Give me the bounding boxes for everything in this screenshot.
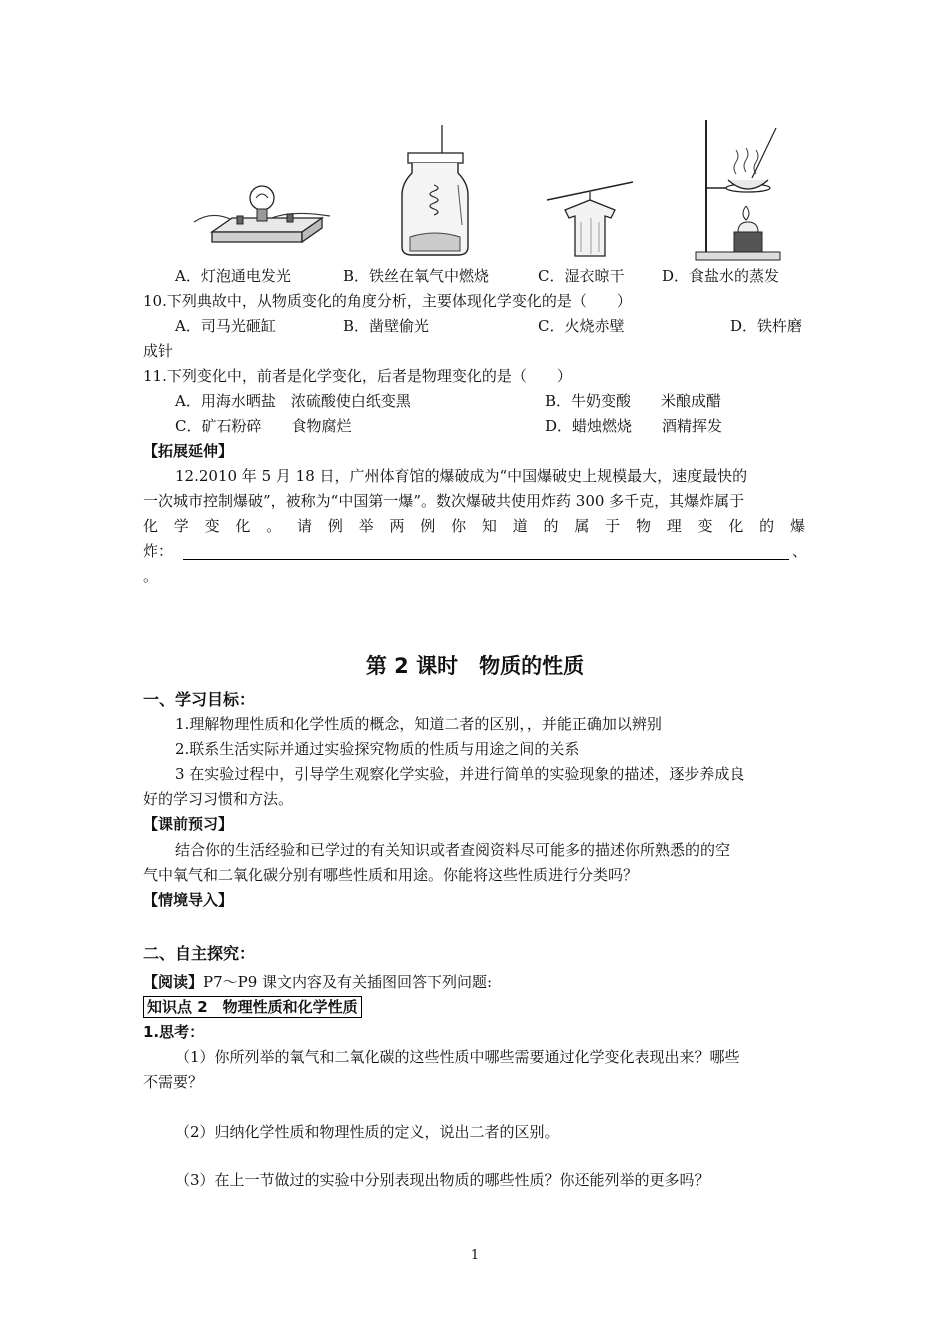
q9-option-d: D．食盐水的蒸发 (662, 267, 780, 285)
salt-water-evaporation-illustration (690, 118, 782, 263)
section-1-heading: 一、学习目标： (143, 690, 256, 709)
preview-line-1: 结合你的生活经验和已学过的有关知识或者查阅资料尽可能多的描述你所熟悉的的空 (175, 841, 731, 859)
section-2-heading: 二、自主探究： (143, 944, 256, 963)
question-3: （3）在上一节做过的实验中分别表现出物质的哪些性质？你还能列举的更多吗？ (175, 1171, 710, 1189)
q11-stem: 11.下列变化中，前者是化学变化，后者是物理变化的是（ ） (143, 367, 572, 385)
extension-line-1: 12.2010 年 5 月 18 日，广州体育馆的爆破成为“中国爆破史上规模最大，速度最快的 (175, 467, 748, 485)
question-2: （2）归纳化学性质和物理性质的定义，说出二者的区别。 (175, 1123, 560, 1141)
q10-option-a: A．司马光砸缸 (175, 317, 276, 335)
extension-heading: 【拓展延伸】 (143, 442, 234, 460)
read-label: 【阅读】 (143, 973, 204, 991)
scenario-heading: 【情境导入】 (143, 891, 234, 909)
question-1-line-2: 不需要？ (143, 1073, 204, 1091)
extension-line-4-start: 炸： (143, 542, 174, 560)
q10-option-d-continued: 成针 (143, 342, 174, 360)
q9-option-c: C．湿衣晾干 (538, 267, 625, 285)
q11-option-a: A．用海水晒盐 浓硫酸使白纸变黑 (175, 392, 411, 410)
question-1-line-1: （1）你所列举的氧气和二氧化碳的这些性质中哪些需要通过化学变化表现出来？哪些 (175, 1048, 740, 1066)
q10-stem: 10.下列典故中，从物质变化的角度分析，主要体现化学变化的是（ ） (143, 292, 632, 310)
extension-line-2: 一次城市控制爆破”，被称为“中国第一爆”。数次爆破共使用炸药 300 多千克，其爆炸属于 (143, 492, 745, 510)
q11-option-b: B．牛奶变酸 米酿成醋 (545, 392, 722, 410)
goal-2: 2.联系生活实际并通过实验探究物质的性质与用途之间的关系 (175, 740, 580, 758)
extension-line-4-end: 、 (792, 542, 808, 560)
q10-option-c: C．火烧赤壁 (538, 317, 625, 335)
preview-heading: 【课前预习】 (143, 815, 234, 833)
light-bulb-circuit-illustration (192, 180, 332, 260)
answer-blank-line[interactable] (183, 559, 789, 560)
goal-3-line-1: 3 在实验过程中，引导学生观察化学实验，并进行简单的实验现象的描述，逐步养成良 (175, 765, 745, 783)
drying-clothes-illustration (545, 178, 635, 260)
goal-1: 1.理解物理性质和化学性质的概念，知道二者的区别，，并能正确加以辨别 (175, 715, 662, 733)
q10-option-d: D．铁杵磨 (730, 317, 803, 335)
read-text: P7～P9 课文内容及有关插图回答下列问题: (203, 973, 493, 991)
read-instruction (143, 972, 492, 992)
q11-option-c: C．矿石粉碎 食物腐烂 (175, 417, 352, 435)
extension-line-3: 化学变化。请例举两例你知道的属于物理变化的爆 (143, 517, 805, 535)
q10-option-b: B．凿壁偷光 (343, 317, 430, 335)
preview-line-2: 气中氧气和二氧化碳分别有哪些性质和用途。你能将这些性质进行分类吗？ (143, 866, 639, 884)
q9-option-b: B．铁丝在氧气中燃烧 (343, 267, 490, 285)
iron-wire-oxygen-jar-illustration (398, 125, 473, 260)
knowledge-point-box: 知识点 2 物理性质和化学性质 (143, 996, 362, 1018)
extension-line-5: 。 (143, 567, 159, 585)
q11-option-d: D．蜡烛燃烧 酒精挥发 (545, 417, 723, 435)
q9-option-a: A．灯泡通电发光 (175, 267, 291, 285)
page-number: 1 (470, 1248, 480, 1263)
goal-3-line-2: 好的学习习惯和方法。 (143, 790, 294, 808)
think-heading: 1.思考： (143, 1023, 205, 1041)
lesson-title: 第 2 课时 物质的性质 (365, 654, 585, 678)
